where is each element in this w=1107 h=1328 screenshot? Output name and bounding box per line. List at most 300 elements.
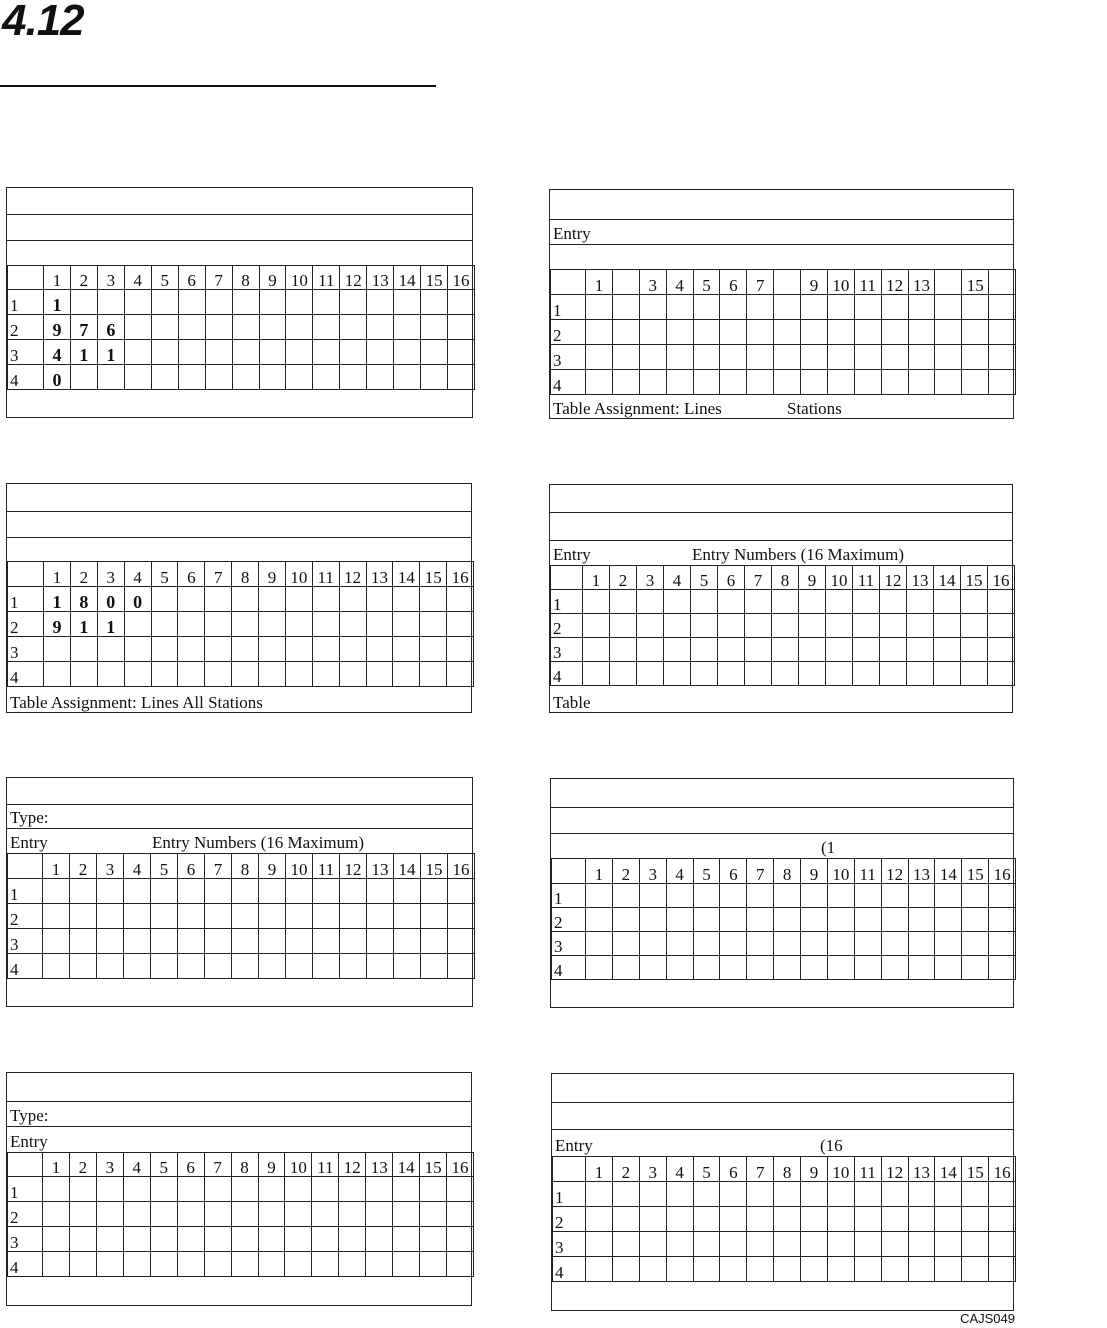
digit-cell[interactable]	[772, 614, 799, 638]
digit-cell[interactable]	[70, 662, 97, 687]
digit-cell[interactable]	[639, 956, 666, 980]
digit-cell[interactable]	[286, 904, 313, 929]
digit-cell[interactable]	[801, 932, 828, 956]
digit-cell[interactable]	[854, 956, 881, 980]
digit-cell[interactable]	[774, 1232, 801, 1257]
digit-cell[interactable]	[393, 1202, 420, 1227]
digit-cell[interactable]	[637, 590, 664, 614]
digit-cell[interactable]	[962, 370, 989, 395]
digit-cell[interactable]	[637, 614, 664, 638]
digit-cell[interactable]	[908, 1257, 935, 1282]
digit-cell[interactable]	[586, 295, 613, 320]
digit-cell[interactable]	[151, 662, 178, 687]
digit-cell[interactable]	[447, 587, 474, 612]
digit-cell[interactable]	[205, 290, 232, 315]
digit-cell[interactable]	[720, 1232, 747, 1257]
digit-cell[interactable]	[827, 1207, 854, 1232]
digit-cell[interactable]	[421, 904, 448, 929]
digit-cell[interactable]	[394, 315, 421, 340]
digit-cell[interactable]	[312, 1252, 339, 1277]
digit-cell[interactable]	[232, 315, 259, 340]
digit-cell[interactable]	[285, 1252, 312, 1277]
digit-cell[interactable]	[258, 1252, 285, 1277]
digit-cell[interactable]	[693, 345, 720, 370]
digit-cell[interactable]	[43, 1227, 70, 1252]
digit-cell[interactable]	[312, 1227, 339, 1252]
digit-cell[interactable]	[989, 908, 1016, 932]
digit-cell[interactable]	[204, 1252, 231, 1277]
digit-cell[interactable]	[205, 879, 232, 904]
digit-cell[interactable]	[747, 1207, 774, 1232]
digit-cell[interactable]	[285, 637, 312, 662]
digit-cell[interactable]	[881, 1257, 908, 1282]
digit-cell[interactable]	[70, 954, 97, 979]
digit-cell[interactable]	[43, 1202, 70, 1227]
digit-cell[interactable]	[448, 929, 475, 954]
digit-cell[interactable]: 7	[70, 315, 97, 340]
digit-cell[interactable]	[666, 295, 693, 320]
digit-cell[interactable]	[204, 1177, 231, 1202]
digit-cell[interactable]	[747, 295, 774, 320]
digit-cell[interactable]	[232, 954, 259, 979]
digit-cell[interactable]	[367, 879, 394, 904]
digit-cell[interactable]	[205, 587, 232, 612]
digit-cell[interactable]	[827, 1257, 854, 1282]
digit-cell[interactable]	[259, 612, 286, 637]
digit-cell[interactable]	[340, 340, 367, 365]
digit-cell[interactable]	[693, 320, 720, 345]
digit-cell[interactable]	[97, 637, 124, 662]
digit-cell[interactable]	[935, 345, 962, 370]
digit-cell[interactable]	[286, 365, 313, 390]
digit-cell[interactable]	[774, 295, 801, 320]
digit-cell[interactable]	[988, 614, 1015, 638]
digit-cell[interactable]	[880, 590, 907, 614]
digit-cell[interactable]	[881, 908, 908, 932]
digit-cell[interactable]	[612, 1257, 639, 1282]
digit-cell[interactable]	[826, 614, 853, 638]
digit-cell[interactable]	[583, 662, 610, 686]
digit-cell[interactable]	[150, 1177, 177, 1202]
digit-cell[interactable]	[393, 637, 420, 662]
digit-cell[interactable]	[637, 638, 664, 662]
digit-cell[interactable]	[774, 1257, 801, 1282]
digit-cell[interactable]	[421, 315, 448, 340]
digit-cell[interactable]	[286, 879, 313, 904]
digit-cell[interactable]: 9	[44, 612, 71, 637]
digit-cell[interactable]	[447, 637, 474, 662]
digit-cell[interactable]	[799, 638, 826, 662]
digit-cell[interactable]	[313, 315, 340, 340]
digit-cell[interactable]	[178, 365, 205, 390]
digit-cell[interactable]	[691, 590, 718, 614]
digit-cell[interactable]	[881, 1207, 908, 1232]
digit-cell[interactable]	[232, 365, 259, 390]
digit-cell[interactable]	[421, 954, 448, 979]
digit-cell[interactable]	[934, 590, 961, 614]
digit-cell[interactable]	[367, 904, 394, 929]
digit-cell[interactable]	[583, 614, 610, 638]
digit-cell[interactable]	[447, 1177, 474, 1202]
digit-cell[interactable]	[151, 340, 178, 365]
digit-cell[interactable]	[151, 315, 178, 340]
digit-cell[interactable]	[801, 1232, 828, 1257]
digit-cell[interactable]	[394, 879, 421, 904]
digit-cell[interactable]	[989, 1182, 1016, 1207]
digit-cell[interactable]	[586, 1232, 613, 1257]
digit-cell[interactable]	[827, 345, 854, 370]
digit-cell[interactable]	[448, 954, 475, 979]
digit-cell[interactable]	[853, 614, 880, 638]
digit-cell[interactable]	[124, 637, 151, 662]
digit-cell[interactable]	[693, 370, 720, 395]
digit-cell[interactable]	[827, 370, 854, 395]
digit-cell[interactable]	[420, 1202, 447, 1227]
digit-cell[interactable]	[826, 590, 853, 614]
digit-cell[interactable]	[989, 370, 1016, 395]
digit-cell[interactable]	[801, 370, 828, 395]
digit-cell[interactable]	[586, 956, 613, 980]
digit-cell[interactable]	[612, 320, 639, 345]
digit-cell[interactable]	[259, 637, 286, 662]
digit-cell[interactable]	[666, 345, 693, 370]
digit-cell[interactable]	[205, 929, 232, 954]
digit-cell[interactable]	[666, 884, 693, 908]
digit-cell[interactable]	[339, 587, 366, 612]
digit-cell[interactable]	[178, 879, 205, 904]
digit-cell[interactable]	[854, 345, 881, 370]
digit-cell[interactable]	[205, 340, 232, 365]
digit-cell[interactable]	[988, 590, 1015, 614]
digit-cell[interactable]	[908, 956, 935, 980]
digit-cell[interactable]	[880, 662, 907, 686]
digit-cell[interactable]	[774, 1182, 801, 1207]
digit-cell[interactable]	[720, 1257, 747, 1282]
digit-cell[interactable]	[70, 637, 97, 662]
digit-cell[interactable]	[908, 908, 935, 932]
digit-cell[interactable]	[178, 904, 205, 929]
digit-cell[interactable]	[935, 932, 962, 956]
digit-cell[interactable]	[935, 1257, 962, 1282]
digit-cell[interactable]	[799, 662, 826, 686]
digit-cell[interactable]	[420, 1227, 447, 1252]
digit-cell[interactable]	[340, 315, 367, 340]
digit-cell[interactable]	[232, 612, 259, 637]
digit-cell[interactable]	[340, 904, 367, 929]
digit-cell[interactable]	[720, 932, 747, 956]
digit-cell[interactable]	[774, 932, 801, 956]
digit-cell[interactable]: 1	[97, 612, 124, 637]
digit-cell[interactable]	[908, 320, 935, 345]
digit-cell[interactable]	[286, 929, 313, 954]
digit-cell[interactable]	[232, 637, 259, 662]
digit-cell[interactable]	[447, 662, 474, 687]
digit-cell[interactable]	[286, 315, 313, 340]
digit-cell[interactable]	[421, 290, 448, 315]
digit-cell[interactable]	[313, 904, 340, 929]
digit-cell[interactable]	[97, 879, 124, 904]
digit-cell[interactable]	[881, 370, 908, 395]
digit-cell[interactable]	[123, 1202, 150, 1227]
digit-cell[interactable]	[774, 370, 801, 395]
digit-cell[interactable]	[989, 932, 1016, 956]
digit-cell[interactable]	[448, 904, 475, 929]
digit-cell[interactable]	[747, 320, 774, 345]
digit-cell[interactable]	[232, 879, 259, 904]
digit-cell[interactable]	[935, 1207, 962, 1232]
digit-cell[interactable]	[639, 908, 666, 932]
digit-cell[interactable]	[150, 1202, 177, 1227]
digit-cell[interactable]	[801, 884, 828, 908]
digit-cell[interactable]	[693, 884, 720, 908]
digit-cell[interactable]	[421, 365, 448, 390]
digit-cell[interactable]	[43, 879, 70, 904]
digit-cell[interactable]	[854, 1182, 881, 1207]
digit-cell[interactable]	[639, 884, 666, 908]
digit-cell[interactable]	[421, 929, 448, 954]
digit-cell[interactable]	[799, 614, 826, 638]
digit-cell[interactable]	[639, 1182, 666, 1207]
digit-cell[interactable]	[124, 290, 151, 315]
digit-cell[interactable]	[639, 370, 666, 395]
digit-cell[interactable]	[448, 365, 475, 390]
digit-cell[interactable]	[232, 290, 259, 315]
digit-cell[interactable]	[989, 345, 1016, 370]
digit-cell[interactable]	[586, 1182, 613, 1207]
digit-cell[interactable]	[312, 637, 339, 662]
digit-cell[interactable]	[962, 908, 989, 932]
digit-cell[interactable]	[774, 320, 801, 345]
digit-cell[interactable]	[935, 884, 962, 908]
digit-cell[interactable]	[367, 315, 394, 340]
digit-cell[interactable]	[854, 1207, 881, 1232]
digit-cell[interactable]	[612, 295, 639, 320]
digit-cell[interactable]	[935, 1232, 962, 1257]
digit-cell[interactable]	[420, 637, 447, 662]
digit-cell[interactable]	[962, 956, 989, 980]
digit-cell[interactable]	[205, 954, 232, 979]
digit-cell[interactable]	[259, 290, 286, 315]
digit-cell[interactable]	[826, 638, 853, 662]
digit-cell[interactable]	[70, 879, 97, 904]
digit-cell[interactable]: 1	[70, 340, 97, 365]
digit-cell[interactable]	[664, 638, 691, 662]
digit-cell[interactable]	[394, 954, 421, 979]
digit-cell[interactable]	[881, 295, 908, 320]
digit-cell[interactable]	[232, 340, 259, 365]
digit-cell[interactable]: 9	[44, 315, 71, 340]
digit-cell[interactable]	[639, 1207, 666, 1232]
digit-cell[interactable]	[801, 956, 828, 980]
digit-cell[interactable]: 8	[70, 587, 97, 612]
digit-cell[interactable]	[826, 662, 853, 686]
digit-cell[interactable]	[961, 638, 988, 662]
digit-cell[interactable]	[151, 587, 178, 612]
digit-cell[interactable]	[394, 929, 421, 954]
digit-cell[interactable]	[204, 1227, 231, 1252]
digit-cell[interactable]	[178, 612, 205, 637]
digit-cell[interactable]	[747, 370, 774, 395]
digit-cell[interactable]	[801, 345, 828, 370]
digit-cell[interactable]	[583, 638, 610, 662]
digit-cell[interactable]	[639, 345, 666, 370]
digit-cell[interactable]	[693, 1182, 720, 1207]
digit-cell[interactable]	[366, 1227, 393, 1252]
digit-cell[interactable]	[935, 295, 962, 320]
digit-cell[interactable]	[312, 1202, 339, 1227]
digit-cell[interactable]	[394, 365, 421, 390]
digit-cell[interactable]	[691, 638, 718, 662]
digit-cell[interactable]	[97, 290, 124, 315]
digit-cell[interactable]	[232, 587, 259, 612]
digit-cell[interactable]	[908, 370, 935, 395]
digit-cell[interactable]	[586, 1257, 613, 1282]
digit-cell[interactable]	[259, 904, 286, 929]
digit-cell[interactable]	[259, 954, 286, 979]
digit-cell[interactable]	[97, 365, 124, 390]
digit-cell[interactable]	[393, 662, 420, 687]
digit-cell[interactable]	[43, 1252, 70, 1277]
digit-cell[interactable]	[447, 1252, 474, 1277]
digit-cell[interactable]	[989, 1232, 1016, 1257]
digit-cell[interactable]	[854, 320, 881, 345]
digit-cell[interactable]	[908, 1207, 935, 1232]
digit-cell[interactable]	[612, 345, 639, 370]
digit-cell[interactable]	[339, 1227, 366, 1252]
digit-cell[interactable]	[666, 320, 693, 345]
digit-cell[interactable]: 1	[44, 290, 71, 315]
digit-cell[interactable]	[666, 1257, 693, 1282]
digit-cell[interactable]	[827, 956, 854, 980]
digit-cell[interactable]	[639, 320, 666, 345]
digit-cell[interactable]	[313, 954, 340, 979]
digit-cell[interactable]	[718, 614, 745, 638]
digit-cell[interactable]	[612, 932, 639, 956]
digit-cell[interactable]	[124, 340, 151, 365]
digit-cell[interactable]	[285, 1202, 312, 1227]
digit-cell[interactable]	[366, 662, 393, 687]
digit-cell[interactable]	[935, 908, 962, 932]
digit-cell[interactable]	[747, 932, 774, 956]
digit-cell[interactable]	[612, 1182, 639, 1207]
digit-cell[interactable]	[97, 954, 124, 979]
digit-cell[interactable]	[312, 1177, 339, 1202]
digit-cell[interactable]	[259, 662, 286, 687]
digit-cell[interactable]	[907, 590, 934, 614]
digit-cell[interactable]	[285, 612, 312, 637]
digit-cell[interactable]	[313, 929, 340, 954]
digit-cell[interactable]	[586, 320, 613, 345]
digit-cell[interactable]	[69, 1227, 96, 1252]
digit-cell[interactable]	[44, 662, 71, 687]
digit-cell[interactable]	[881, 345, 908, 370]
digit-cell[interactable]	[204, 1202, 231, 1227]
digit-cell[interactable]	[151, 365, 178, 390]
digit-cell[interactable]	[420, 612, 447, 637]
digit-cell[interactable]	[664, 614, 691, 638]
digit-cell[interactable]	[124, 365, 151, 390]
digit-cell[interactable]	[908, 932, 935, 956]
digit-cell[interactable]	[962, 932, 989, 956]
digit-cell[interactable]	[935, 956, 962, 980]
digit-cell[interactable]	[586, 932, 613, 956]
digit-cell[interactable]	[286, 954, 313, 979]
digit-cell[interactable]	[43, 904, 70, 929]
digit-cell[interactable]	[693, 1257, 720, 1282]
digit-cell[interactable]	[586, 884, 613, 908]
digit-cell[interactable]	[720, 295, 747, 320]
digit-cell[interactable]	[718, 638, 745, 662]
digit-cell[interactable]	[718, 590, 745, 614]
digit-cell[interactable]	[989, 884, 1016, 908]
digit-cell[interactable]	[827, 932, 854, 956]
digit-cell[interactable]	[612, 1207, 639, 1232]
digit-cell[interactable]	[772, 662, 799, 686]
digit-cell[interactable]: 0	[124, 587, 151, 612]
digit-cell[interactable]	[69, 1252, 96, 1277]
digit-cell[interactable]	[610, 662, 637, 686]
digit-cell[interactable]	[612, 908, 639, 932]
digit-cell[interactable]	[366, 637, 393, 662]
digit-cell[interactable]	[854, 370, 881, 395]
digit-cell[interactable]	[666, 1182, 693, 1207]
digit-cell[interactable]	[854, 932, 881, 956]
digit-cell[interactable]: 0	[44, 365, 71, 390]
digit-cell[interactable]	[178, 637, 205, 662]
digit-cell[interactable]	[231, 1252, 258, 1277]
digit-cell[interactable]	[989, 295, 1016, 320]
digit-cell[interactable]	[934, 638, 961, 662]
digit-cell[interactable]	[205, 662, 232, 687]
digit-cell[interactable]	[747, 1257, 774, 1282]
digit-cell[interactable]	[720, 370, 747, 395]
digit-cell[interactable]	[420, 662, 447, 687]
digit-cell[interactable]	[178, 315, 205, 340]
digit-cell[interactable]	[231, 1177, 258, 1202]
digit-cell[interactable]	[340, 365, 367, 390]
digit-cell[interactable]	[286, 290, 313, 315]
digit-cell[interactable]	[312, 612, 339, 637]
digit-cell[interactable]	[96, 1227, 123, 1252]
digit-cell[interactable]	[612, 1232, 639, 1257]
digit-cell[interactable]	[150, 1252, 177, 1277]
digit-cell[interactable]	[123, 1227, 150, 1252]
digit-cell[interactable]	[801, 1257, 828, 1282]
digit-cell[interactable]	[177, 1252, 204, 1277]
digit-cell[interactable]	[639, 932, 666, 956]
digit-cell[interactable]	[747, 345, 774, 370]
digit-cell[interactable]	[96, 1177, 123, 1202]
digit-cell[interactable]	[258, 1227, 285, 1252]
digit-cell[interactable]	[989, 956, 1016, 980]
digit-cell[interactable]	[339, 637, 366, 662]
digit-cell[interactable]	[313, 340, 340, 365]
digit-cell[interactable]	[612, 370, 639, 395]
digit-cell[interactable]	[935, 370, 962, 395]
digit-cell[interactable]	[610, 590, 637, 614]
digit-cell[interactable]	[96, 1202, 123, 1227]
digit-cell[interactable]	[718, 662, 745, 686]
digit-cell[interactable]	[259, 587, 286, 612]
digit-cell[interactable]	[962, 1182, 989, 1207]
digit-cell[interactable]	[639, 295, 666, 320]
digit-cell[interactable]	[44, 637, 71, 662]
digit-cell[interactable]	[962, 295, 989, 320]
digit-cell[interactable]	[747, 884, 774, 908]
digit-cell[interactable]	[394, 290, 421, 315]
digit-cell[interactable]	[177, 1202, 204, 1227]
digit-cell[interactable]	[908, 295, 935, 320]
